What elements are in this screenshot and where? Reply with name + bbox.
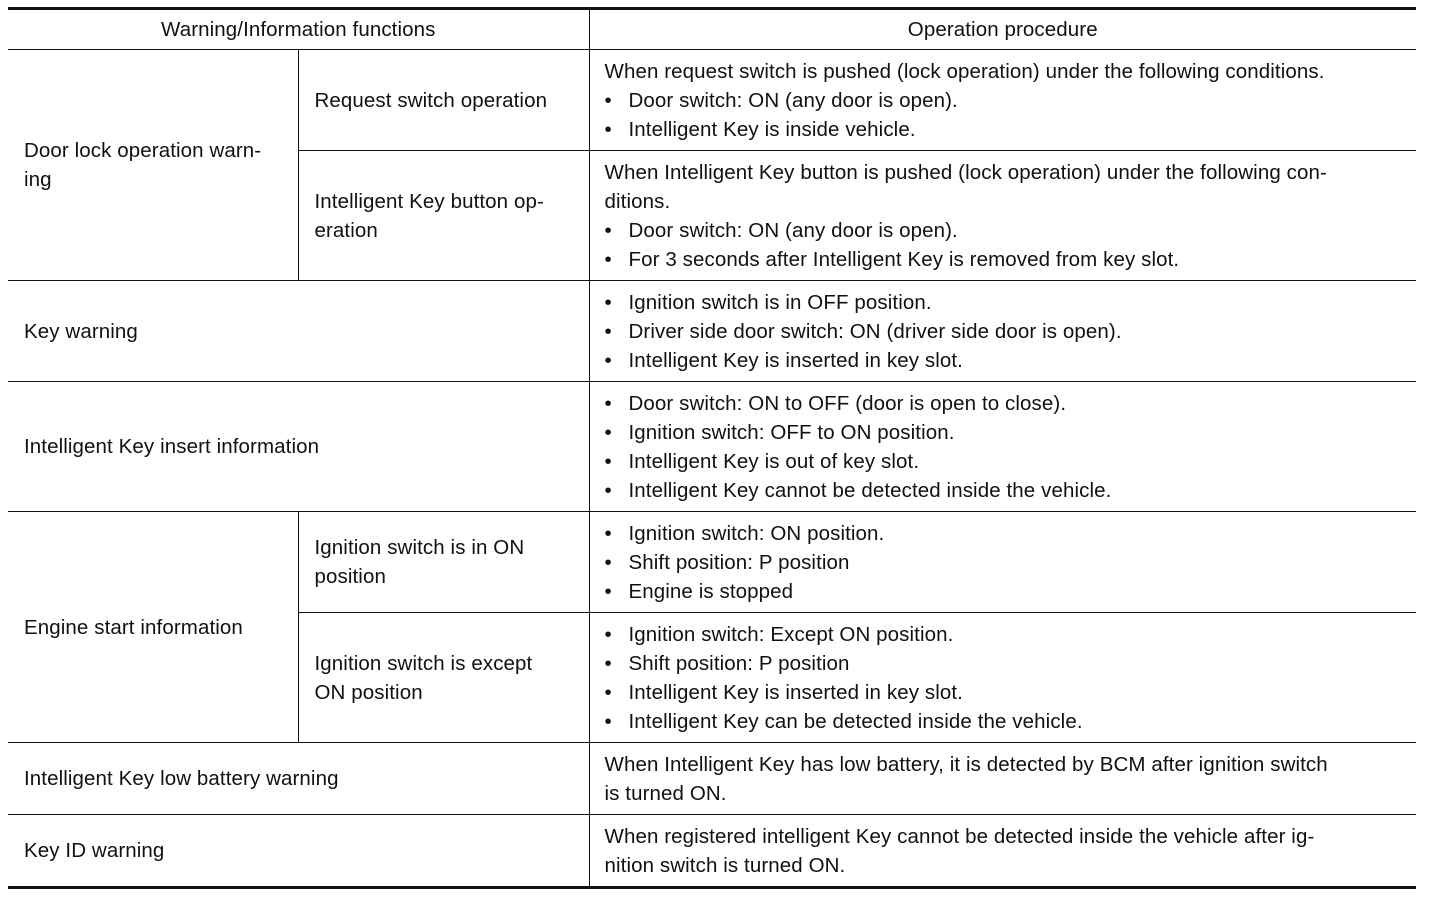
procedure-conditions: [605, 519, 1413, 606]
procedure-request-switch: [589, 50, 1416, 151]
function-low-battery-warning: Intelligent Key low battery warning: [8, 743, 589, 815]
condition-item: • Intelligent Key is out of key slot.: [605, 447, 1413, 476]
procedure-intro: When request switch is pushed (lock operation) under the following conditions.: [604, 59, 1325, 83]
sub-function-label-line: ON position: [314, 680, 423, 704]
procedure-text-line: is turned ON.: [604, 781, 727, 805]
sub-function-key-button: [298, 151, 589, 281]
function-key-warning: Key warning: [8, 281, 589, 382]
condition-item: • Door switch: ON (any door is open).: [605, 216, 1413, 245]
procedure-conditions: [605, 86, 1413, 144]
procedure-text-line: When registered intelligent Key cannot be detected inside the vehicle after ig-: [604, 824, 1315, 848]
procedure-key-button: [589, 151, 1416, 281]
condition-item: • Ignition switch is in OFF position.: [605, 288, 1413, 317]
procedure-low-battery-warning: [589, 743, 1416, 815]
procedure-ignition-except-on: [589, 613, 1416, 743]
procedure-insert-information: [589, 382, 1416, 512]
procedure-ignition-on: [589, 512, 1416, 613]
condition-item: • Ignition switch: OFF to ON position.: [605, 418, 1413, 447]
condition-item: • Intelligent Key cannot be detected inside the vehicle.: [605, 476, 1413, 505]
table-row: [8, 512, 1416, 613]
condition-item: • Intelligent Key can be detected inside the vehicle.: [605, 707, 1413, 736]
function-insert-information: Intelligent Key insert information: [8, 382, 589, 512]
condition-item: • Intelligent Key is inserted in key slot.: [605, 346, 1413, 375]
function-label-line: Door lock operation warn-: [24, 139, 262, 162]
procedure-conditions: [605, 620, 1413, 736]
condition-item: • Door switch: ON (any door is open).: [605, 86, 1413, 115]
table-row: [8, 743, 1416, 815]
procedure-intro-line: ditions.: [604, 189, 671, 213]
procedure-text-line: When Intelligent Key has low battery, it is detected by BCM after ignition switch: [604, 752, 1328, 776]
sub-function-label-line: Ignition switch is in ON: [314, 536, 525, 559]
procedure-key-warning: [589, 281, 1416, 382]
procedure-conditions: [605, 288, 1413, 375]
sub-function-label-line: position: [314, 565, 386, 588]
procedure-text-line: nition switch is turned ON.: [604, 853, 846, 877]
procedure-intro-line: When Intelligent Key button is pushed (lock operation) under the following con-: [604, 160, 1327, 184]
function-label-line: ing: [24, 168, 52, 191]
table-row: [8, 50, 1416, 151]
condition-item: • Engine is stopped: [605, 577, 1413, 606]
sub-function-ignition-on: [298, 512, 589, 613]
sub-function-request-switch: Request switch operation: [298, 50, 589, 151]
function-door-lock-warning: [8, 50, 298, 281]
warning-functions-table: [8, 7, 1416, 889]
procedure-conditions: [605, 216, 1413, 274]
sub-function-label-line: eration: [314, 218, 378, 242]
condition-item: • Door switch: ON to OFF (door is open to close).: [605, 389, 1413, 418]
condition-item: • Driver side door switch: ON (driver side door is open).: [605, 317, 1413, 346]
table-row: [8, 815, 1416, 888]
condition-item: • Ignition switch: Except ON position.: [605, 620, 1413, 649]
function-key-id-warning: Key ID warning: [8, 815, 589, 888]
condition-item: • Ignition switch: ON position.: [605, 519, 1413, 548]
sub-function-ignition-except-on: [298, 613, 589, 743]
procedure-conditions: [605, 389, 1413, 505]
header-functions: Warning/Information functions: [8, 9, 589, 50]
table-header-row: [8, 9, 1416, 50]
condition-item: • Intelligent Key is inside vehicle.: [605, 115, 1413, 144]
condition-item: • For 3 seconds after Intelligent Key is removed from key slot.: [605, 245, 1413, 274]
table-row: [8, 281, 1416, 382]
table-row: [8, 382, 1416, 512]
condition-item: • Intelligent Key is inserted in key slot.: [605, 678, 1413, 707]
function-engine-start: Engine start information: [8, 512, 298, 743]
sub-function-label-line: Ignition switch is except: [314, 651, 533, 675]
condition-item: • Shift position: P position: [605, 548, 1413, 577]
procedure-key-id-warning: [589, 815, 1416, 888]
condition-item: • Shift position: P position: [605, 649, 1413, 678]
sub-function-label-line: Intelligent Key button op-: [314, 189, 544, 213]
header-procedure: Operation procedure: [589, 9, 1416, 50]
